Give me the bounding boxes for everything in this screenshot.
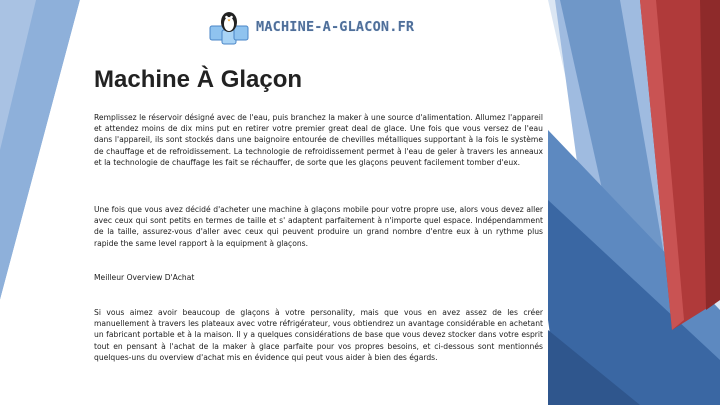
body-paragraph-3: Si vous aimez avoir beaucoup de glaçons à votre personality, mais que vous en avez assez de les créer manuellement à travers les plateaux avec votre réfrigérateur, vous obtiendrez un avantage considérable en achetant un fabricant portable et à la maison. Il y a quelques considérations de base que vous devez stocker dans votre esprit tout en pensant à l'achat de la maker à glace parfaite pour vos propres besoins, et ci-dessous sont mentionnés quelques-uns du overview d'achat mis en évidence qui peut vous aider à bien des égards. [94, 308, 543, 362]
penguin-ice-logo-icon [208, 8, 252, 48]
body-paragraph-1: Remplissez le réservoir désigné avec de l'eau, puis branchez la maker à une source d'alimentation. Allumez l'appareil et attendez moins de dix mins put en retirer votre premier great deal de glace. Une fois que vous versez de l'eau dans l'appareil, ils sont stockés dans une baignoire entourée de chevilles métalliques supportant à la fois le système de chauffage et de refroidissement. La technologie de refroidissement permet à l'eau de geler à travers les anneaux et la technologie de chauffage les fait se réchauffer, de sorte que les glaçons peuvent facilement tomber d'eux. [94, 113, 543, 167]
site-logo[interactable] [208, 8, 444, 48]
body-paragraph-2: Une fois que vous avez décidé d'acheter une machine à glaçons mobile pour votre propre use, alors vous devez aller avec ceux qui sont petits en termes de taille et s' adaptent parfaitement à n'importe quel espace. Indépendamment de la taille, assurez-vous d'aller avec ceux qui peuvent produire un grand nombre d'entre eux à un rythme plus rapide the same level rapport à la equipment à glaçons. [94, 205, 543, 248]
section-subheading: Meilleur Overview D'Achat [94, 273, 195, 282]
page-title: Machine À Glaçon [94, 66, 303, 93]
logo-text: MACHINE-A-GLACON.FR [256, 19, 415, 35]
